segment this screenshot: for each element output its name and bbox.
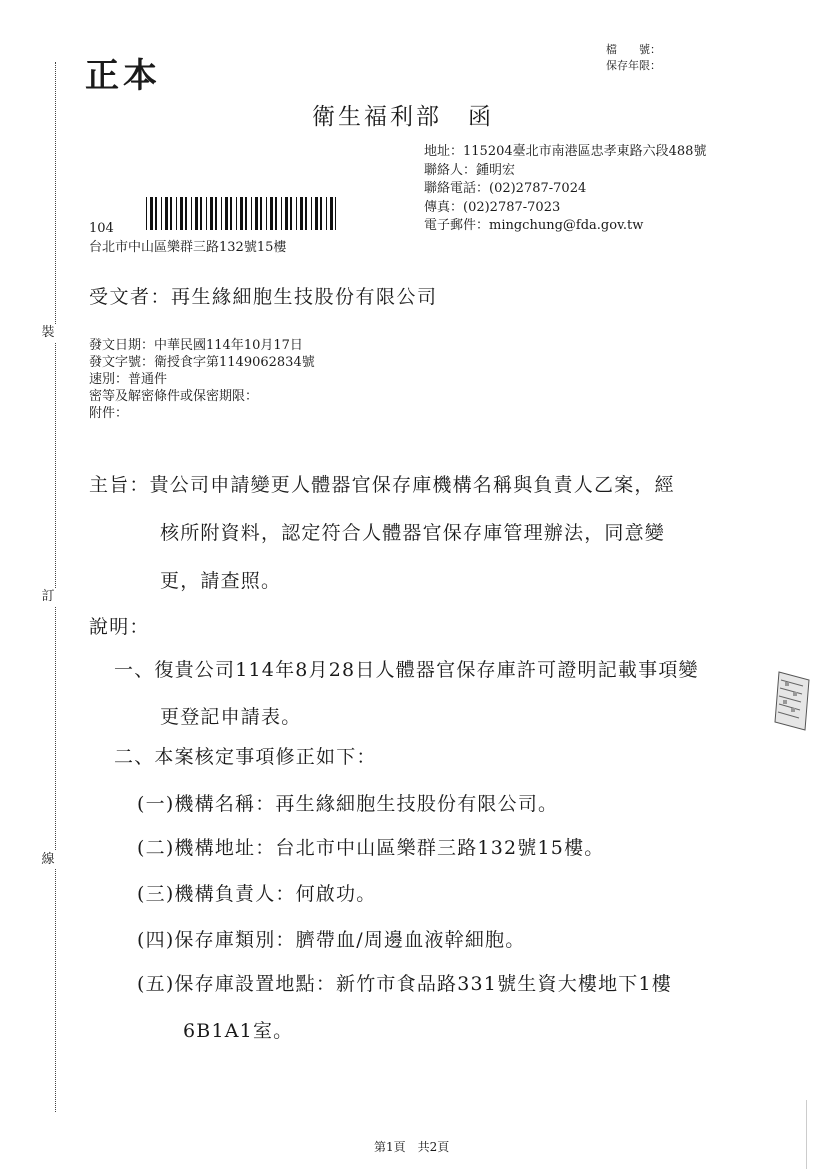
barcode-bar: [161, 197, 162, 230]
barcode-bar: [296, 197, 297, 230]
sender-contact-block: [424, 143, 706, 236]
binding-mark-zhuang: 裝: [41, 325, 55, 340]
barcode-bar: [236, 197, 237, 230]
binding-mark-xian: 線: [41, 852, 55, 867]
approved-item-repository-type: (四)保存庫類別：臍帶血/周邊血液幹細胞。: [137, 929, 526, 951]
barcode-bar: [326, 197, 327, 230]
barcode-bar: [290, 197, 292, 230]
contact-person: 聯絡人：鍾明宏: [424, 162, 516, 178]
barcode-bar: [245, 197, 247, 230]
barcode-bar: [270, 197, 273, 230]
barcode-bar: [266, 197, 267, 230]
contact-phone: 聯絡電話：(02)2787-7024: [424, 181, 587, 196]
barcode-bar: [255, 197, 258, 230]
binding-line: [55, 62, 56, 1112]
barcode-bar: [191, 197, 192, 230]
approved-item-institution-address: (二)機構地址：台北市中山區樂群三路132號15樓。: [137, 837, 605, 859]
barcode-bar: [275, 197, 277, 230]
postal-barcode: [146, 197, 336, 230]
barcode-bar: [251, 197, 252, 230]
delivery-speed: 速別：普通件: [89, 372, 168, 387]
explanation-item-1-line-1: 一、復貴公司114年8月28日人體器官保存庫許可證明記載事項變: [114, 659, 699, 681]
barcode-bar: [150, 197, 153, 230]
approved-item-location-line-2: 6B1A1室。: [183, 1020, 294, 1042]
subject-line-1: 主旨：貴公司申請變更人體器官保存庫機構名稱與負責人乙案，經: [89, 474, 675, 496]
contact-fax: 傳真：(02)2787-7023: [424, 199, 561, 215]
original-copy-stamp: 正本: [85, 56, 161, 96]
recipient: 受文者：再生緣細胞生技股份有限公司: [89, 286, 438, 308]
page-number: 第1頁 共2頁: [374, 1140, 450, 1154]
approved-item-responsible-person: (三)機構負責人：何啟功。: [137, 883, 377, 905]
approved-item-institution-name: (一)機構名稱：再生緣細胞生技股份有限公司。: [137, 793, 559, 815]
barcode-bar: [260, 197, 262, 230]
explanation-item-1-line-2: 更登記申請表。: [160, 706, 302, 728]
barcode-bar: [300, 197, 303, 230]
subject-line-2: 核所附資料，認定符合人體器官保存庫管理辦法，同意變: [160, 522, 666, 544]
binding-mark-ding: 訂: [41, 589, 55, 604]
contact-email: 電子郵件：mingchung@fda.gov.tw: [424, 218, 644, 233]
document-number: 發文字號：衛授食字第1149062834號: [89, 355, 315, 370]
barcode-bar: [180, 197, 183, 230]
barcode-bar: [240, 197, 243, 230]
document-meta: [89, 337, 315, 422]
page-edge-line: [806, 1100, 807, 1169]
barcode-bar: [221, 197, 222, 230]
barcode-bar: [176, 197, 177, 230]
explanation-item-2: 二、本案核定事項修正如下：: [114, 746, 377, 768]
sender-address: 地址：115204臺北市南港區忠孝東路六段488號: [424, 144, 707, 159]
barcode-bar: [305, 197, 307, 230]
barcode-graphic: [146, 197, 336, 230]
approved-item-location-line-1: (五)保存庫設置地點：新竹市食品路331號生資大樓地下1樓: [137, 973, 672, 995]
barcode-bar: [320, 197, 322, 230]
issue-date: 發文日期：中華民國114年10月17日: [89, 338, 303, 353]
mailing-address: 台北市中山區樂群三路132號15樓: [89, 240, 287, 255]
barcode-bar: [281, 197, 282, 230]
attachment: 附件：: [89, 406, 129, 421]
postal-code: 104: [89, 221, 114, 236]
barcode-bar: [311, 197, 312, 230]
barcode-bar: [206, 197, 207, 230]
security-level: 密等及解密條件或保密期限：: [89, 389, 259, 404]
barcode-bar: [170, 197, 172, 230]
barcode-bar: [155, 197, 157, 230]
barcode-bar: [335, 197, 336, 230]
barcode-bar: [215, 197, 217, 230]
retention-period-label: 保存年限：: [606, 59, 661, 72]
barcode-bar: [225, 197, 228, 230]
barcode-bar: [185, 197, 187, 230]
subject-line-3: 更，請查照。: [160, 570, 282, 592]
barcode-bar: [165, 197, 168, 230]
page-seal-stamp: [773, 670, 811, 732]
barcode-bar: [195, 197, 198, 230]
archive-number-label: 檔 號：: [606, 43, 661, 56]
barcode-bar: [200, 197, 202, 230]
barcode-bar: [315, 197, 318, 230]
explanation-heading: 說明：: [89, 616, 150, 638]
barcode-bar: [230, 197, 232, 230]
document-title: 衛生福利部 函: [312, 104, 494, 130]
barcode-bar: [330, 197, 333, 230]
barcode-bar: [146, 197, 147, 230]
archive-info: [606, 42, 661, 74]
barcode-bar: [285, 197, 288, 230]
barcode-bar: [210, 197, 213, 230]
